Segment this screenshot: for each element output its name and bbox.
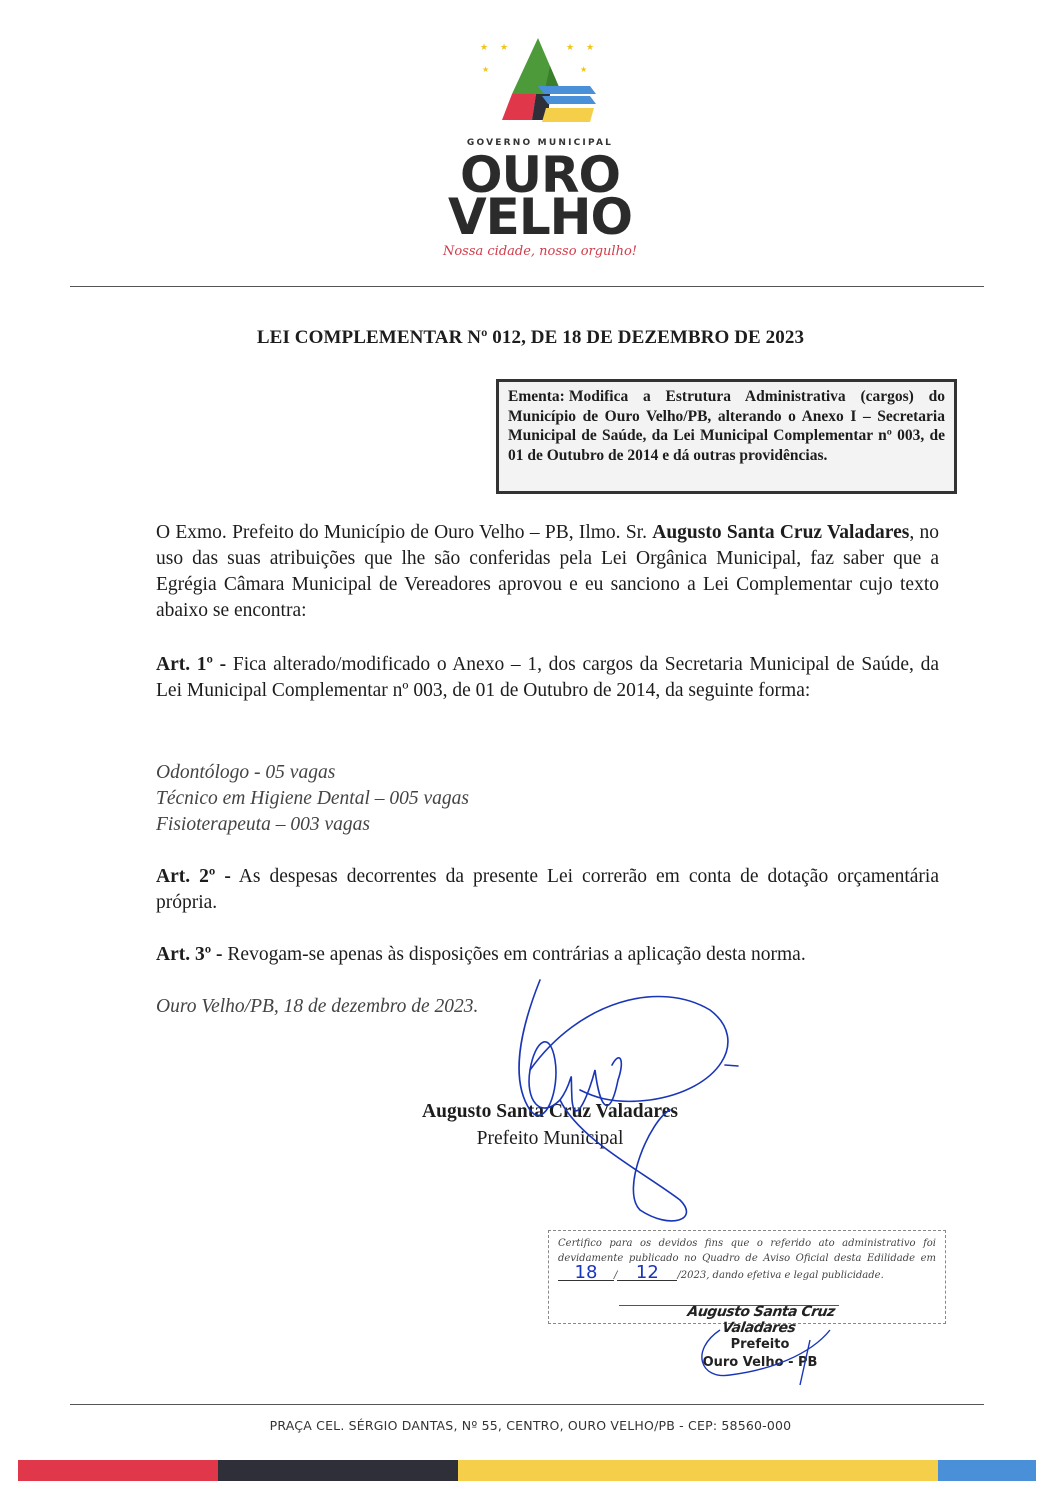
svg-text:★: ★ [586, 42, 595, 52]
intro-text-start: O Exmo. Prefeito do Município de Ouro Velho – PB, Ilmo. Sr. [156, 522, 653, 543]
signer-name: Augusto Santa Cruz Valadares [422, 1101, 678, 1122]
handwritten-signature [500, 970, 760, 1230]
article-1-label: Art. 1º - [156, 654, 227, 675]
certificate-day: 18 [558, 1266, 614, 1281]
svg-text:★: ★ [480, 42, 489, 52]
header-divider [70, 286, 984, 287]
logo-slogan: Nossa cidade, nosso orgulho! [442, 244, 638, 259]
list-item: Odontólogo - 05 vagas [156, 762, 336, 783]
logo-caption: GOVERNO MUNICIPAL [466, 138, 614, 148]
bar-red [18, 1460, 218, 1481]
logo-word-velho: VELHO [447, 188, 633, 246]
article-1 [156, 652, 939, 704]
svg-text:★: ★ [482, 65, 490, 74]
list-item: Fisioterapeuta – 003 vagas [156, 814, 370, 835]
article-2-label: Art. 2º - [156, 866, 231, 887]
publication-certificate: Certifico para os devidos fins que o referido ato administrativo foi devidamente publicado no Quadro de Aviso Oficial desta Edilidade em 18 / 12 /2023, dando efetiva e legal publicidade. [548, 1230, 946, 1324]
stamp-role: Prefeito [730, 1337, 790, 1352]
article-3 [156, 942, 939, 968]
place-date: Ouro Velho/PB, 18 de dezembro de 2023. [156, 996, 479, 1017]
mayor-name: Augusto Santa Cruz Valadares [652, 522, 910, 543]
footer-address: PRAÇA CEL. SÉRGIO DANTAS, Nº 55, CENTRO, OURO VELHO/PB - CEP: 58560-000 [269, 1418, 792, 1433]
municipal-logo [440, 34, 640, 270]
article-2 [156, 864, 939, 916]
svg-text:★: ★ [580, 65, 588, 74]
bar-yellow [458, 1460, 938, 1481]
svg-text:★: ★ [500, 42, 509, 52]
stamp-signature [690, 1320, 840, 1390]
signer-role: Prefeito Municipal [476, 1128, 624, 1149]
logo-emblem-icon [440, 34, 640, 139]
article-2-text: As despesas decorrentes da presente Lei correrão em conta de dotação orçamentária própria. [156, 866, 939, 913]
certificate-text-end: /2023, dando efetiva e legal publicidade. [677, 1270, 884, 1281]
article-3-label: Art. 3º - [156, 944, 223, 965]
positions-list [156, 760, 939, 838]
stamp-name: Augusto Santa Cruz Valadares [686, 1304, 836, 1336]
intro-paragraph [156, 520, 939, 624]
color-bar [18, 1460, 1036, 1481]
ementa-box [496, 379, 957, 494]
intro-text-end: , no uso das suas atribuições que lhe são conferidas pela Lei Orgânica Municipal, faz saber que a Egrégia Câmara Municipal de Vereadores aprovou e eu sanciono a Lei Complementar cujo texto abaixo se encontra: [156, 522, 940, 621]
ementa-text: Modifica a Estrutura Administrativa (cargos) do Município de Ouro Velho/PB, alterando o Anexo I – Secretaria Municipal de Saúde, da Lei Municipal Complementar nº 003, de 01 de Outubro de 2014 e dá outras providências. [508, 388, 945, 464]
stamp-city: Ouro Velho - PB [702, 1355, 818, 1370]
bar-blue [938, 1460, 1036, 1481]
ementa-label: Ementa: [508, 388, 565, 405]
footer-divider [70, 1404, 984, 1405]
logo-word-ouro: OURO [459, 146, 621, 204]
article-3-text: Revogam-se apenas às disposições em contrárias a aplicação desta norma. [222, 944, 806, 965]
certificate-text: Certifico para os devidos fins que o referido ato administrativo foi devidamente publicado no Quadro de Aviso Oficial desta Edilidade em [558, 1238, 936, 1264]
list-item: Técnico em Higiene Dental – 005 vagas [156, 788, 470, 809]
article-1-text: Fica alterado/modificado o Anexo – 1, dos cargos da Secretaria Municipal de Saúde, da Lei Municipal Complementar nº 003, de 01 de Outubro de 2014, da seguinte forma: [156, 654, 939, 701]
bar-dark [218, 1460, 458, 1481]
svg-text:★: ★ [566, 42, 575, 52]
certificate-month: 12 [617, 1266, 677, 1281]
law-title: LEI COMPLEMENTAR Nº 012, DE 18 DE DEZEMBRO DE 2023 [256, 327, 805, 348]
